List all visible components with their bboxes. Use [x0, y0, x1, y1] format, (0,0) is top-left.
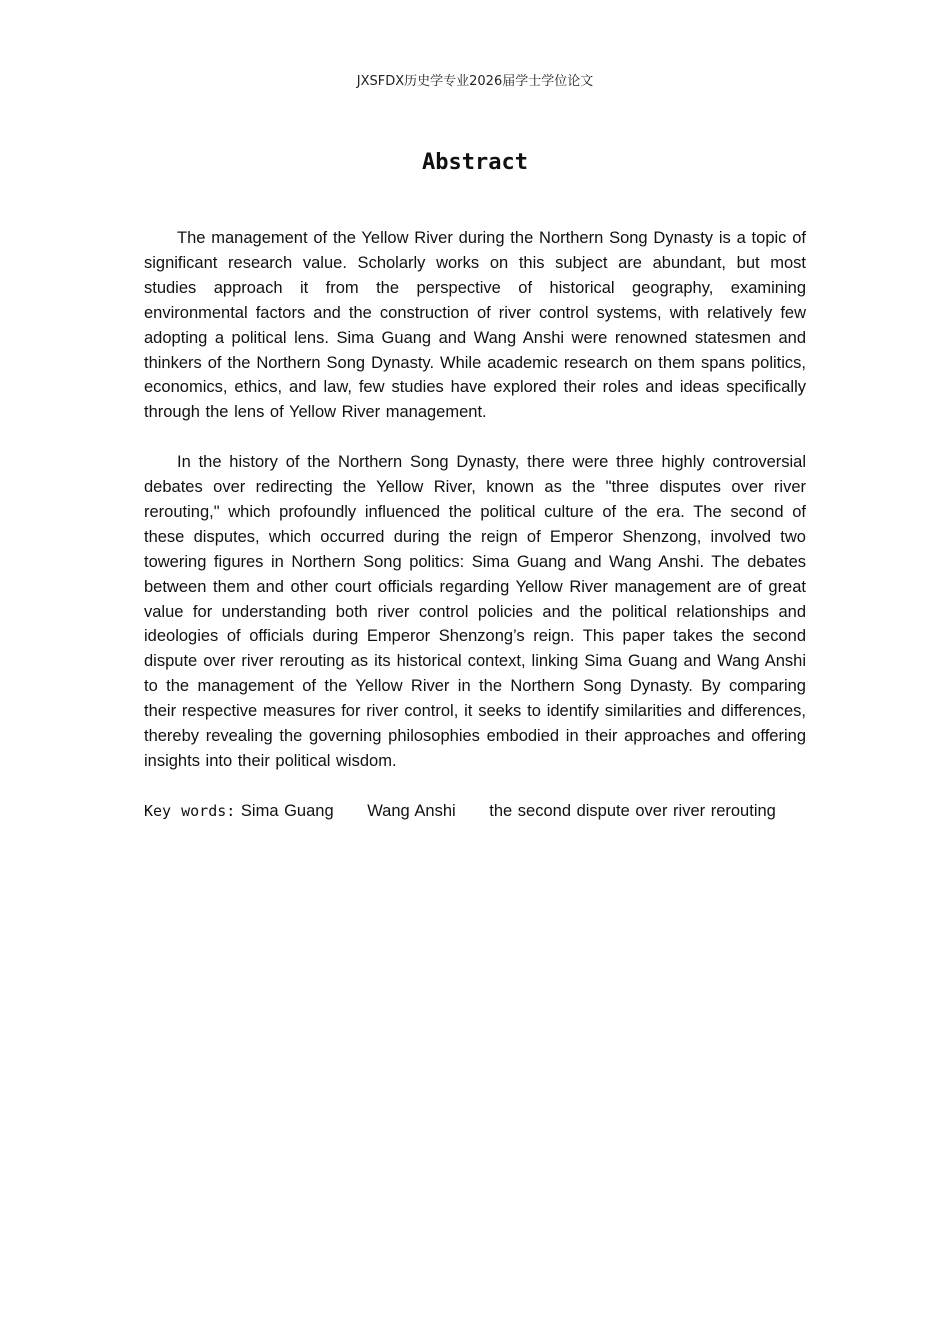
abstract-body — [144, 226, 806, 824]
keywords-label: Key words: — [144, 801, 236, 820]
keyword-3: the second dispute over river rerouting — [489, 801, 776, 820]
running-header: JXSFDX历史学专业2026届学士学位论文 — [356, 74, 594, 89]
keywords-line — [144, 799, 806, 824]
abstract-paragraph-1: The management of the Yellow River during the Northern Song Dynasty is a topic of significant research value. Scholarly works on this subject are abundant, but most studies approach it from the perspective of historical geography, examining environmental factors and the construction of river control systems, with relatively few adopting a political lens. Sima Guang and Wang Anshi were renowned statesmen and thinkers of the Northern Song Dynasty. While academic research on them spans politics, economics, ethics, and law, few studies have explored their roles and ideas specifically through the lens of Yellow River management. — [144, 229, 806, 422]
abstract-title: Abstract — [422, 150, 528, 175]
keyword-1: Sima Guang — [240, 801, 334, 820]
abstract-paragraph-2: In the history of the Northern Song Dynasty, there were three highly controversial debates over redirecting the Yellow River, known as the "three disputes over river rerouting," which profoundly influenced the political culture of the era. The second of these disputes, which occurred during the reign of Emperor Shenzong, involved two towering figures in Northern Song politics: Sima Guang and Wang Anshi. The debates between them and other court officials regarding Yellow River management are of great value for understanding both river control policies and the political relationships and ideologies of officials during Emperor Shenzong’s reign. This paper takes the second dispute over river rerouting as its historical context, linking Sima Guang and Wang Anshi to the management of the Yellow River in the Northern Song Dynasty. By comparing their respective measures for river control, it seeks to identify similarities and differences, thereby revealing the governing philosophies embodied in their approaches and offering insights into their political wisdom. — [144, 453, 806, 771]
keyword-2: Wang Anshi — [367, 801, 456, 820]
